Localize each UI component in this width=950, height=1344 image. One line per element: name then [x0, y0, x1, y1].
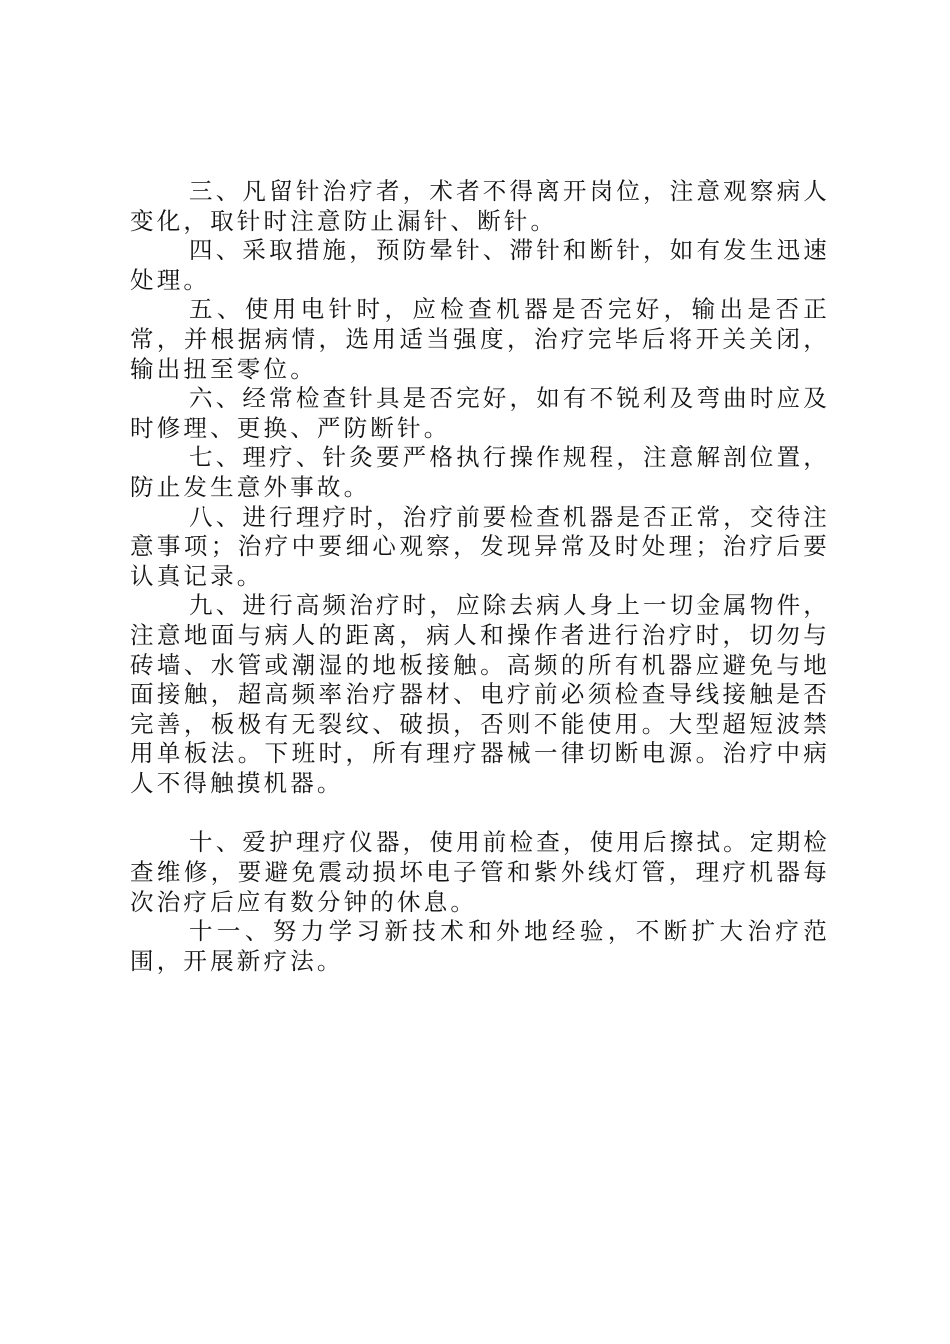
- paragraph-6: 六、经常检查针具是否完好，如有不锐利及弯曲时应及时修理、更换、严防断针。: [130, 384, 830, 442]
- document-body: [130, 177, 830, 976]
- paragraph-8: 八、进行理疗时，治疗前要检查机器是否正常，交待注意事项；治疗中要细心观察，发现异常及时处理；治疗后要认真记录。: [130, 502, 830, 590]
- paragraph-7: 七、理疗、针灸要严格执行操作规程，注意解剖位置，防止发生意外事故。: [130, 443, 830, 501]
- paragraph-11: 十一、努力学习新技术和外地经验，不断扩大治疗范围，开展新疗法。: [130, 917, 830, 975]
- paragraph-5: 五、使用电针时，应检查机器是否完好，输出是否正常，并根据病情，选用适当强度，治疗完毕后将开关关闭，输出扭至零位。: [130, 295, 830, 383]
- paragraph-9: 九、进行高频治疗时，应除去病人身上一切金属物件，注意地面与病人的距离，病人和操作者进行治疗时，切勿与砖墙、水管或潮湿的地板接触。高频的所有机器应避免与地面接触，超高频率治疗器材、电疗前必须检查导线接触是否完善，板极有无裂纹、破损，否则不能使用。大型超短波禁用单板法。下班时，所有理疗器械一律切断电源。治疗中病人不得触摸机器。: [130, 591, 830, 797]
- paragraph-4: 四、采取措施，预防晕针、滞针和断针，如有发生迅速处理。: [130, 236, 830, 294]
- paragraph-10: 十、爱护理疗仪器，使用前检查，使用后擦拭。定期检查维修，要避免震动损坏电子管和紫外线灯管，理疗机器每次治疗后应有数分钟的休息。: [130, 828, 830, 916]
- paragraph-3: 三、凡留针治疗者，术者不得离开岗位，注意观察病人变化，取针时注意防止漏针、断针。: [130, 177, 830, 235]
